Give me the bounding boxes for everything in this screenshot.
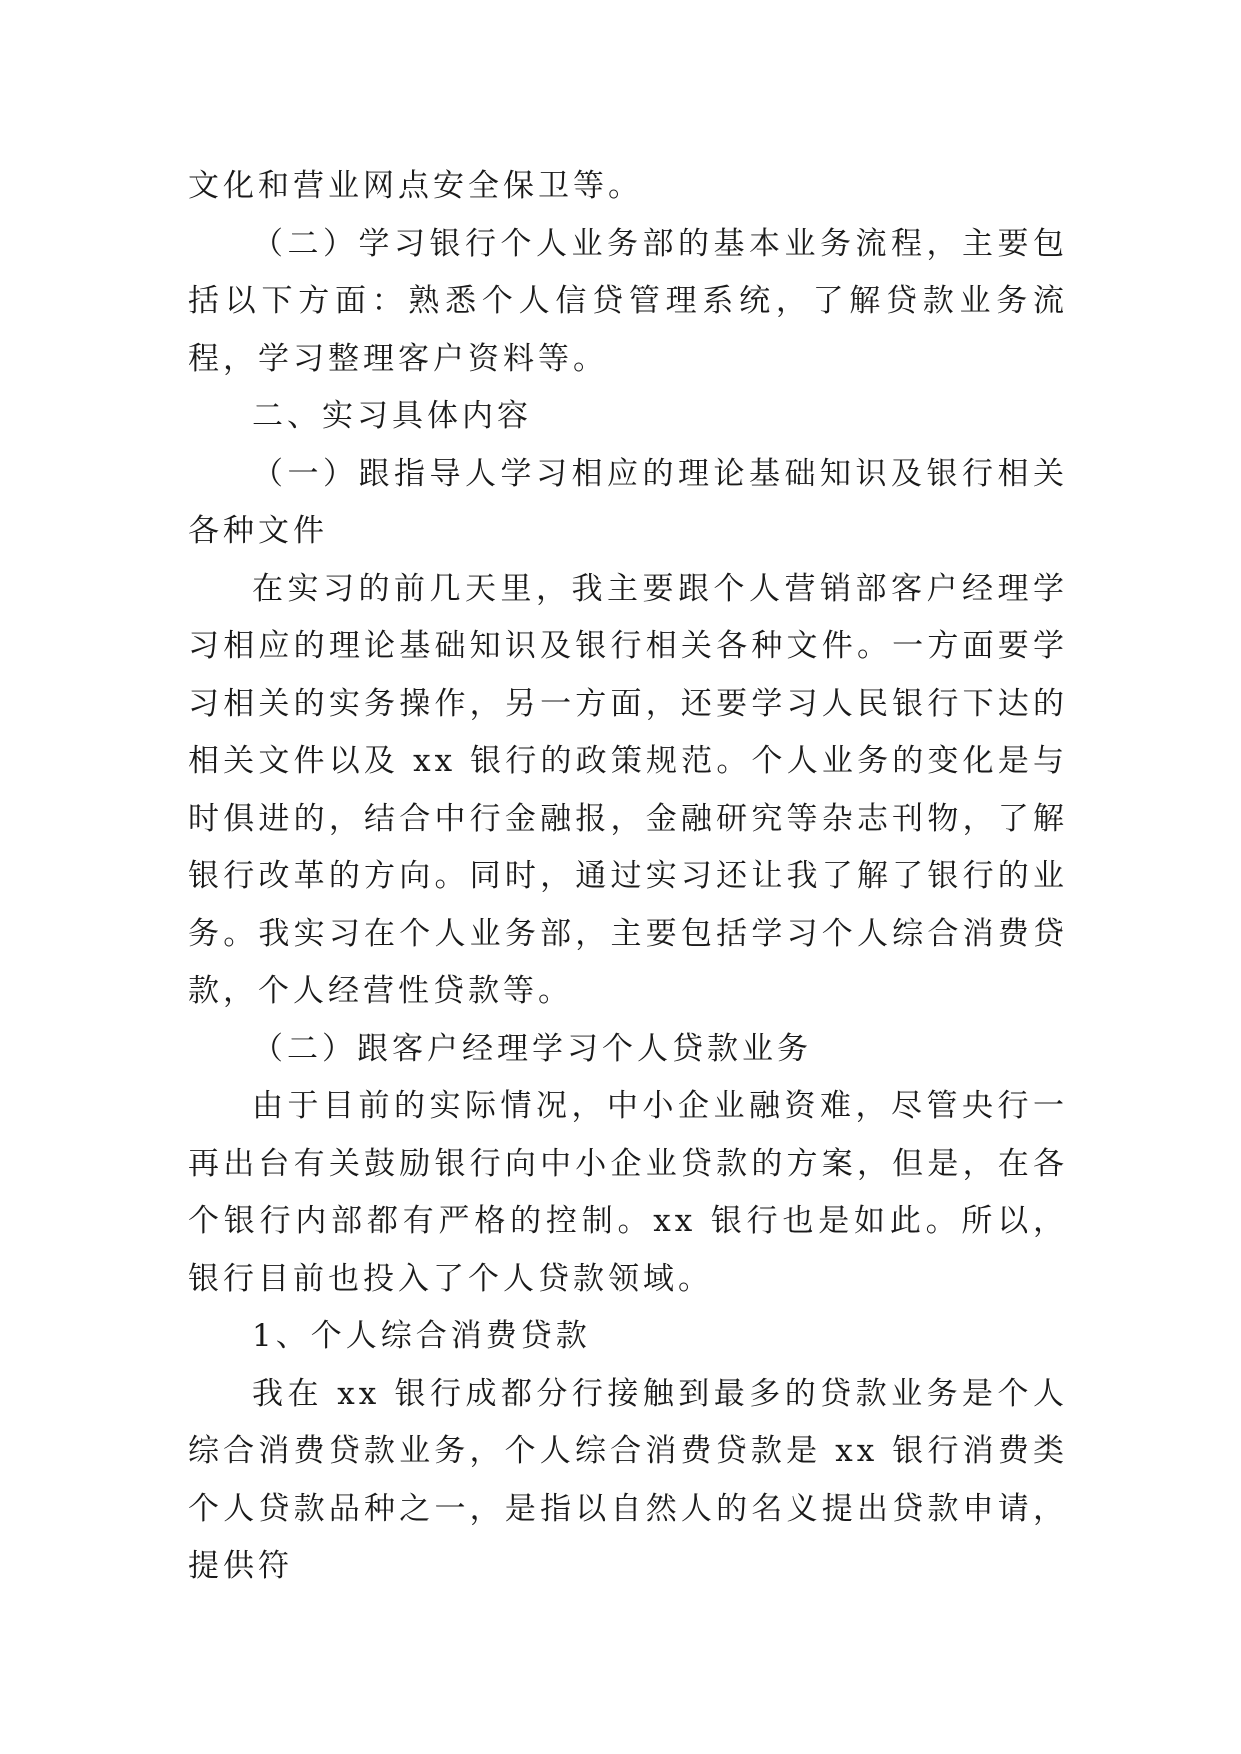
document-body: [188, 158, 1068, 1596]
paragraph-5: 在实习的前几天里，我主要跟个人营销部客户经理学习相应的理论基础知识及银行相关各种文件。一方面要学习相关的实务操作，另一方面，还要学习人民银行下达的相关文件以及 xx 银行的政策规范。个人业务的变化是与时俱进的，结合中行金融报，金融研究等杂志刊物，了解银行改革的方向。同时，通过实习还让我了解了银行的业务。我实习在个人业务部，主要包括学习个人综合消费贷款，个人经营性贷款等。: [188, 570, 1068, 1009]
paragraph-2: （二）学习银行个人业务部的基本业务流程，主要包括以下方面：熟悉个人信贷管理系统，了解贷款业务流程，学习整理客户资料等。: [188, 225, 1068, 377]
subsection-heading-2-1: （一）跟指导人学习相应的理论基础知识及银行相关各种文件: [188, 455, 1068, 549]
paragraph-7: 由于目前的实际情况，中小企业融资难，尽管央行一再出台有关鼓励银行向中小企业贷款的方案，但是，在各个银行内部都有严格的控制。xx 银行也是如此。所以，银行目前也投入了个人贷款领域。: [188, 1088, 1068, 1297]
item-heading-1: 1、个人综合消费贷款: [252, 1318, 591, 1354]
paragraph-1: 文化和营业网点安全保卫等。: [188, 168, 643, 204]
section-heading-2: 二、实习具体内容: [252, 398, 532, 434]
subsection-heading-2-2: （二）跟客户经理学习个人贷款业务: [252, 1030, 812, 1067]
paragraph-9: 我在 xx 银行成都分行接触到最多的贷款业务是个人综合消费贷款业务，个人综合消费贷款是 xx 银行消费类个人贷款品种之一，是指以自然人的名义提出贷款申请，提供符: [188, 1375, 1068, 1584]
